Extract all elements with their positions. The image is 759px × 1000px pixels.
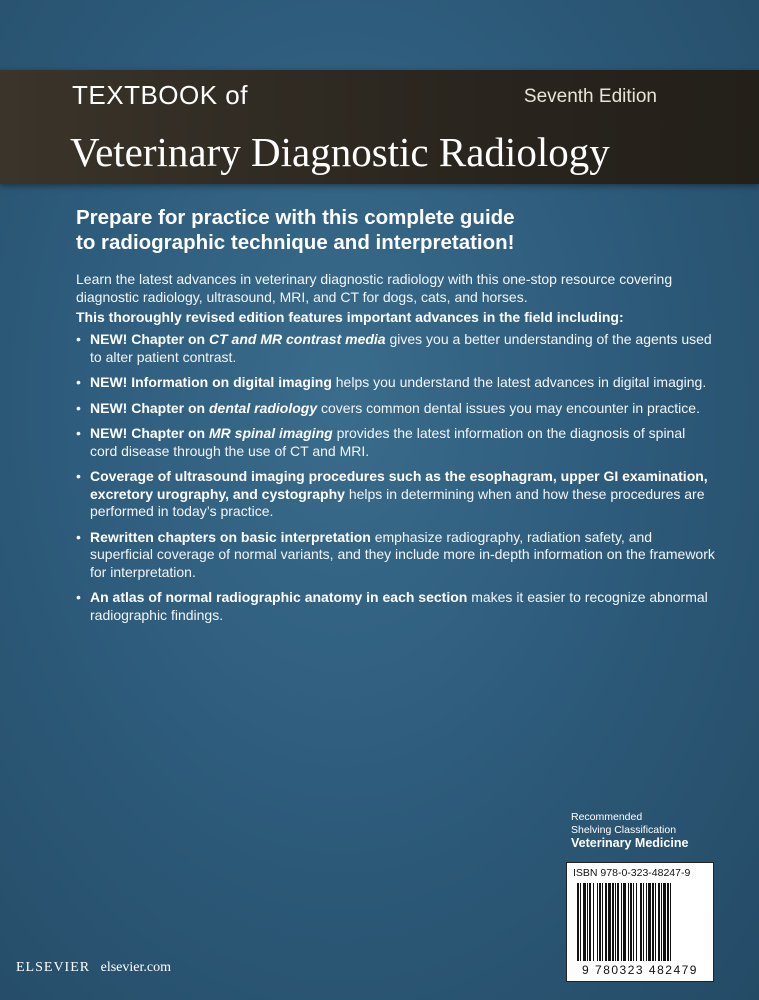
shelving-classification (571, 811, 688, 851)
feature-item: • NEW! Chapter on dental radiology covers common dental issues you may encounter in practice. (76, 399, 700, 416)
features-lead: This thoroughly revised edition features important advances in the field including: (76, 309, 624, 325)
bullet-icon: • (76, 589, 81, 605)
feature-item: • NEW! Chapter on CT and MR contrast media gives you a better understanding of the agents used to alter patient contrast. (76, 331, 712, 365)
shelving-category: Veterinary Medicine (571, 836, 689, 850)
bullet-icon: • (76, 374, 81, 390)
isbn-text: ISBN 978-0-323-48247-9 (573, 867, 691, 879)
book-title: Veterinary Diagnostic Radiology (70, 129, 610, 175)
bullet-icon: • (76, 528, 81, 545)
feature-item: • An atlas of normal radiographic anatomy in each section makes it easier to recognize abnormal radiographic findings. (76, 589, 708, 623)
publisher-url: elsevier.com (100, 960, 171, 975)
title-prefix: TEXTBOOK of (72, 80, 248, 110)
feature-item: • NEW! Chapter on MR spinal imaging provides the latest information on the diagnosis of spinal cord disease through the use of CT and MRI. (76, 425, 686, 459)
barcode-icon (577, 883, 705, 961)
edition-label: Seventh Edition (523, 86, 657, 107)
tagline (76, 205, 696, 255)
publisher-line (16, 960, 171, 976)
feature-item: • Coverage of ultrasound imaging procedures such as the esophagram, upper GI examination, excretory urography, and cystography helps in determining when and how these procedures are performed in today’s practice. (76, 468, 708, 519)
barcode-label (566, 862, 714, 982)
bullet-icon: • (76, 425, 81, 441)
shelving-line-1: Recommended (571, 811, 643, 823)
tagline-line-2: to radiographic technique and interpretation! (76, 231, 515, 254)
bullet-icon: • (76, 399, 81, 416)
bullet-icon: • (76, 331, 81, 347)
feature-item: • NEW! Information on digital imaging helps you understand the latest advances in digital imaging. (76, 374, 707, 390)
bullet-icon: • (76, 468, 81, 484)
feature-list (76, 331, 716, 632)
tagline-line-1: Prepare for practice with this complete guide (76, 206, 515, 229)
publisher-name: ELSEVIER (16, 960, 91, 975)
feature-item: • Rewritten chapters on basic interpretation emphasize radiography, radiation safety, and superficial coverage of normal variants, and they include more in-depth information on the framework for interpretation. (76, 528, 715, 580)
shelving-line-2: Shelving Classification (571, 823, 677, 836)
intro-paragraph: Learn the latest advances in veterinary diagnostic radiology with this one-stop resource covering diagnostic radiology, ultrasound, MRI, and CT for dogs, cats, and horses. (76, 271, 673, 305)
barcode-number: 9 780323 482479 (582, 963, 698, 977)
